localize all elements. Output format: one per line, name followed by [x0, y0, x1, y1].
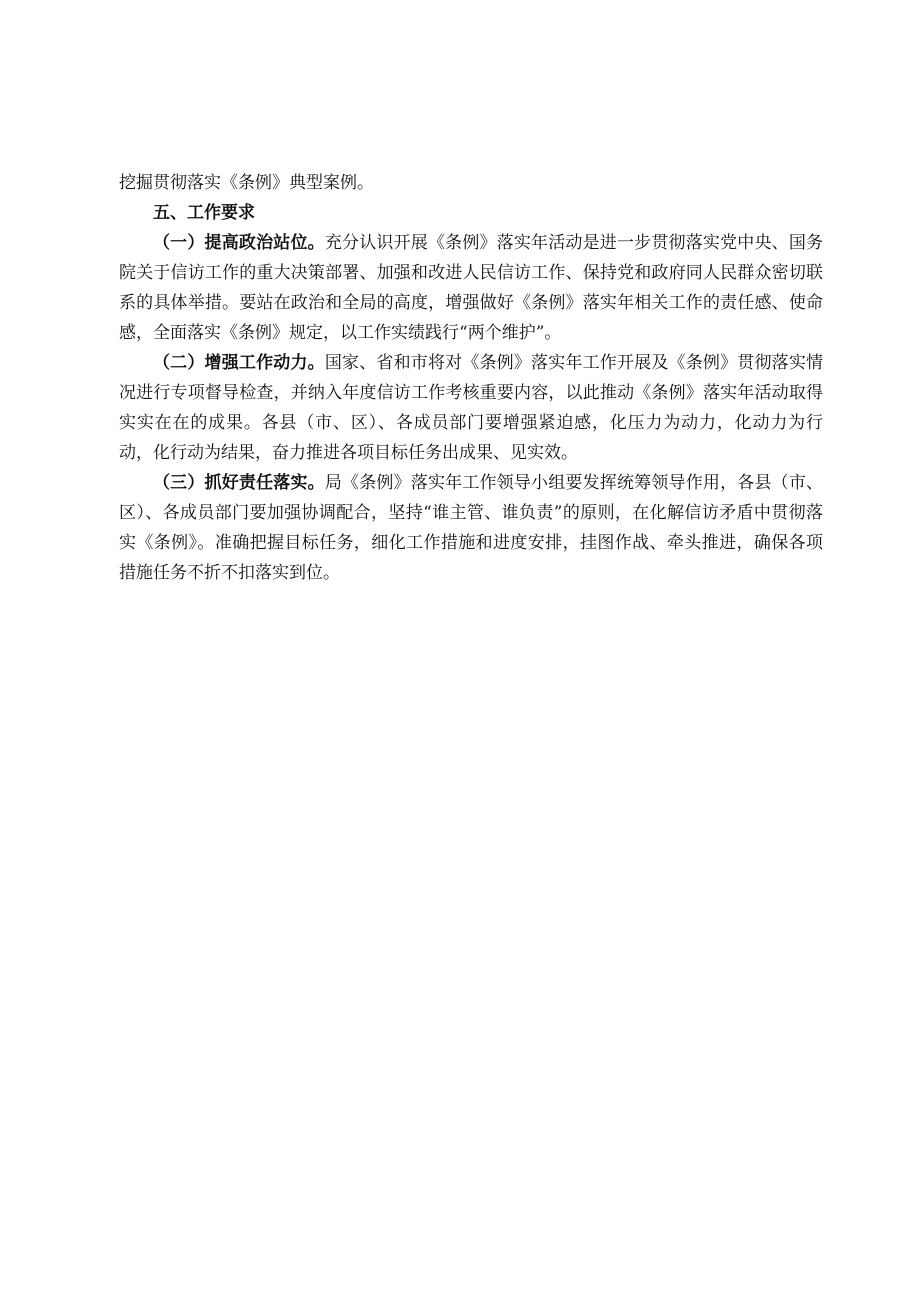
requirement-paragraph-2: [119, 348, 823, 468]
requirement-lead-3: （三）抓好责任落实。: [153, 473, 325, 493]
continuation-paragraph: 挖掘贯彻落实《条例》典型案例。: [119, 173, 374, 193]
requirement-lead-1: （一）提高政治站位。: [153, 233, 325, 253]
requirement-paragraph-1: [119, 228, 823, 348]
requirement-text-3: 局《条例》落实年工作领导小组要发挥统筹领导作用，各县（市、区）、各成员部门要加强协调配合，坚持“谁主管、谁负责”的原则，在化解信访矛盾中贯彻落实《条例》。准确把握目标任务，细化工作措施和进度安排，挂图作战、牵头推进，确保各项措施任务不折不扣落实到位。: [119, 473, 824, 583]
document-body: [119, 168, 823, 588]
requirement-text-2: 国家、省和市将对《条例》落实年工作开展及《条例》贯彻落实情况进行专项督导检查，并纳入年度信访工作考核重要内容，以此推动《条例》落实年活动取得实实在在的成果。各县（市、区）、各成员部门要增强紧迫感，化压力为动力，化动力为行动，化行动为结果，奋力推进各项目标任务出成果、见实效。: [119, 353, 824, 463]
requirement-text-1: 充分认识开展《条例》落实年活动是进一步贯彻落实党中央、国务院关于信访工作的重大决策部署、加强和改进人民信访工作、保持党和政府同人民群众密切联系的具体举措。要站在政治和全局的高度，增强做好《条例》落实年相关工作的责任感、使命感，全面落实《条例》规定，以工作实绩践行“两个维护”。: [119, 233, 824, 343]
requirement-paragraph-3: [119, 468, 823, 588]
section-heading: 五、工作要求: [153, 203, 255, 223]
requirement-lead-2: （二）增强工作动力。: [153, 353, 325, 373]
